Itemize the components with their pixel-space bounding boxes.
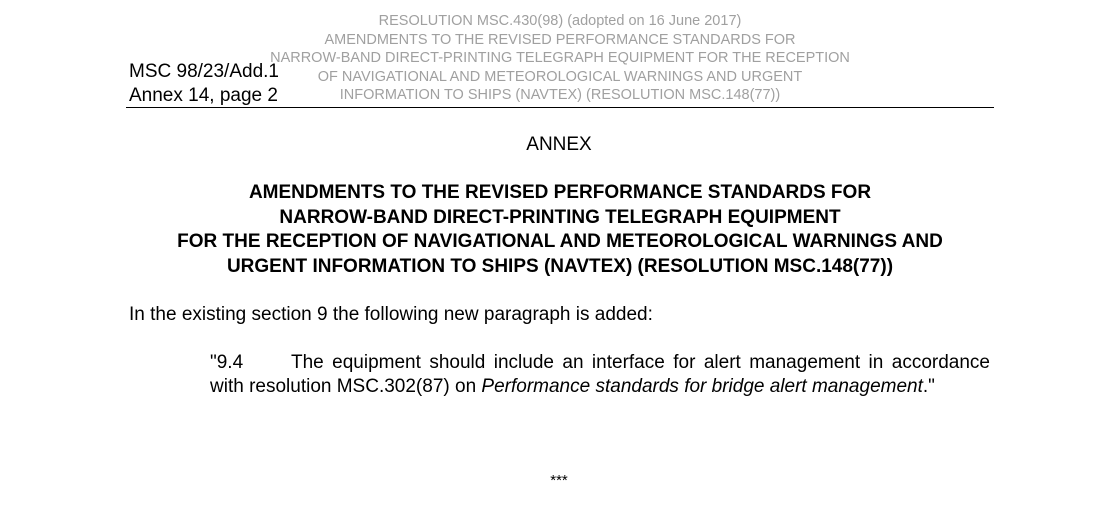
title-line: NARROW-BAND DIRECT-PRINTING TELEGRAPH EQUIPMENT	[279, 206, 841, 228]
paragraph-end: ."	[922, 376, 935, 397]
amendment-title	[126, 181, 994, 279]
watermark-line: RESOLUTION MSC.430(98) (adopted on 16 June 2017)	[378, 13, 742, 29]
resolution-watermark	[240, 12, 880, 105]
section-separator: ***	[550, 472, 568, 489]
page-reference: Annex 14, page 2	[129, 85, 278, 106]
paragraph-9-4	[210, 351, 990, 399]
watermark-line: INFORMATION TO SHIPS (NAVTEX) (RESOLUTION MSC.148(77))	[339, 87, 781, 103]
paragraph-number: "9.4	[210, 352, 244, 373]
annex-heading: ANNEX	[526, 134, 592, 155]
title-line: FOR THE RECEPTION OF NAVIGATIONAL AND METEOROLOGICAL WARNINGS AND	[177, 231, 943, 252]
intro-paragraph: In the existing section 9 the following new paragraph is added:	[129, 304, 653, 325]
document-reference: MSC 98/23/Add.1	[129, 61, 279, 82]
paragraph-text: The equipment should include an interface for alert management in accordance with resolution MSC.302(87) on	[210, 352, 990, 397]
watermark-line: OF NAVIGATIONAL AND METEOROLOGICAL WARNINGS AND URGENT	[317, 68, 803, 85]
watermark-line: AMENDMENTS TO THE REVISED PERFORMANCE STANDARDS FOR	[324, 31, 796, 48]
title-line: URGENT INFORMATION TO SHIPS (NAVTEX) (RESOLUTION MSC.148(77))	[226, 255, 894, 277]
title-line: AMENDMENTS TO THE REVISED PERFORMANCE STANDARDS FOR	[248, 182, 872, 203]
paragraph-italic-title: Performance standards for bridge alert management	[481, 376, 923, 397]
watermark-line: NARROW-BAND DIRECT-PRINTING TELEGRAPH EQUIPMENT FOR THE RECEPTION	[270, 50, 850, 66]
